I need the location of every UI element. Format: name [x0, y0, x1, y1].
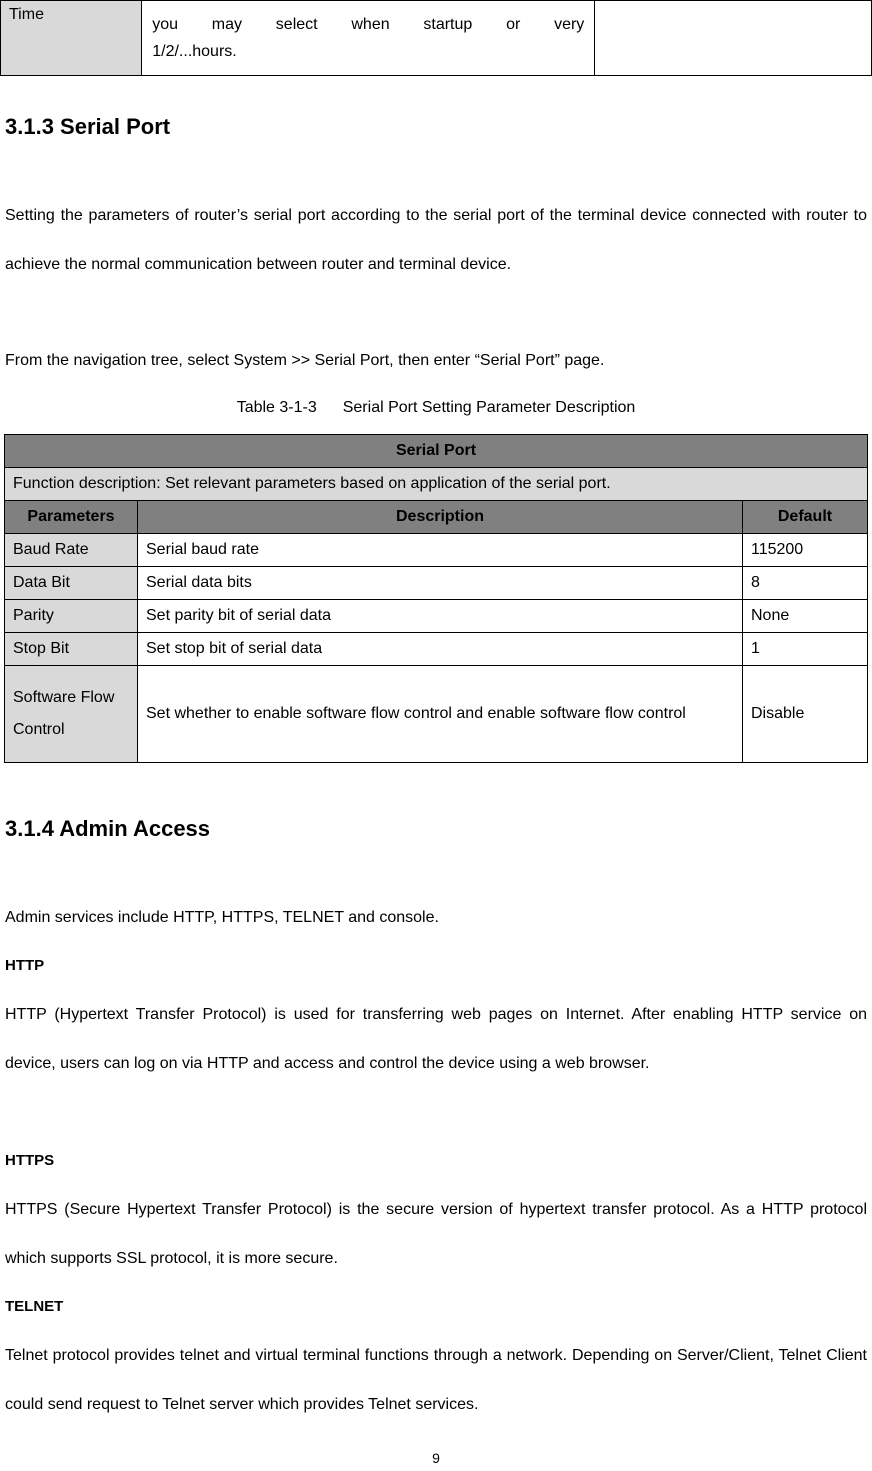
serial-port-navigation: From the navigation tree, select System >> Serial Port, then enter “Serial Port” page.	[5, 352, 605, 369]
default-cell: None	[743, 600, 868, 633]
admin-services-intro: Admin services include HTTP, HTTPS, TELNET and console.	[5, 909, 439, 926]
description-cell: Set whether to enable software flow control and enable software flow control	[138, 666, 743, 763]
section-heading-serial-port: 3.1.3 Serial Port	[5, 114, 171, 139]
time-parameter-table	[0, 0, 872, 76]
telnet-description: Telnet protocol provides telnet and virtual terminal functions through a network. Depending on Server/Client, Telnet Client could send request to Telnet server which provides Telnet services.	[5, 1347, 867, 1413]
page-number: 9	[432, 1450, 440, 1466]
function-description: Function description: Set relevant parameters based on application of the serial port.	[5, 468, 868, 501]
table-title-row	[5, 435, 868, 468]
default-cell: 1	[743, 633, 868, 666]
default-cell: 115200	[743, 534, 868, 567]
description-cell: Set parity bit of serial data	[138, 600, 743, 633]
param-cell: Stop Bit	[5, 633, 138, 666]
table-row	[5, 534, 868, 567]
header-default: Default	[743, 501, 868, 534]
table-row	[5, 600, 868, 633]
description-cell: Serial baud rate	[138, 534, 743, 567]
section-heading-admin-access: 3.1.4 Admin Access	[5, 816, 211, 841]
description-cell: Serial data bits	[138, 567, 743, 600]
https-heading: HTTPS	[5, 1152, 55, 1169]
table-caption	[0, 399, 872, 417]
http-description: HTTP (Hypertext Transfer Protocol) is used for transferring web pages on Internet. After enabling HTTP service on device, users can log on via HTTP and access and control the device using a web browser.	[5, 1006, 867, 1072]
header-description: Description	[138, 501, 743, 534]
default-cell: 8	[743, 567, 868, 600]
table-row	[1, 1, 872, 76]
description-line: 1/2/...hours.	[152, 43, 237, 60]
param-cell: Data Bit	[5, 567, 138, 600]
default-cell	[595, 1, 872, 76]
table-row	[5, 633, 868, 666]
header-parameters: Parameters	[5, 501, 138, 534]
description-cell	[142, 1, 595, 76]
http-heading: HTTP	[5, 957, 45, 974]
telnet-heading: TELNET	[5, 1298, 64, 1315]
caption-id: Table 3-1-3	[236, 399, 317, 416]
table-title: Serial Port	[5, 435, 868, 468]
serial-port-table	[4, 434, 868, 763]
caption-title: Serial Port Setting Parameter Description	[342, 399, 636, 416]
function-description-row	[5, 468, 868, 501]
table-row	[5, 567, 868, 600]
param-cell: Baud Rate	[5, 534, 138, 567]
default-cell: Disable	[743, 666, 868, 763]
https-description: HTTPS (Secure Hypertext Transfer Protocol) is the secure version of hypertext transfer protocol. As a HTTP protocol which supports SSL protocol, it is more secure.	[5, 1201, 867, 1267]
description-line: you may select when startup or very	[152, 16, 585, 33]
param-cell: Software Flow Control	[5, 666, 138, 763]
table-row	[5, 666, 868, 763]
param-cell: Time	[1, 1, 142, 76]
param-cell: Parity	[5, 600, 138, 633]
description-cell: Set stop bit of serial data	[138, 633, 743, 666]
serial-port-intro: Setting the parameters of router’s serial port according to the serial port of the terminal device connected with router to achieve the normal communication between router and terminal device.	[5, 207, 867, 273]
table-header-row	[5, 501, 868, 534]
